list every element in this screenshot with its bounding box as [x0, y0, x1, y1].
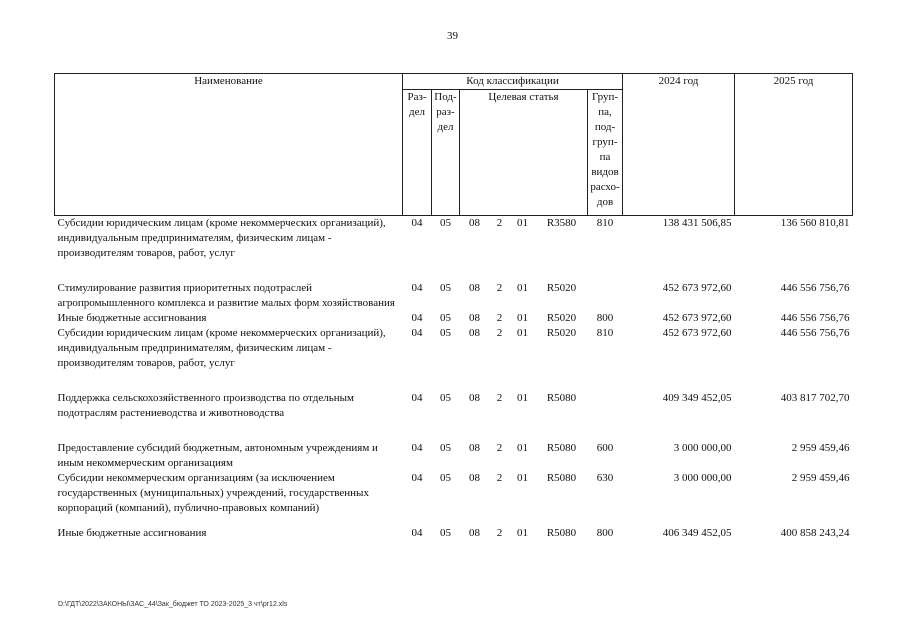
table-row: [55, 391, 853, 421]
row-podrazdel: 05: [440, 282, 451, 294]
table-row: [55, 441, 853, 471]
row-razdel: 04: [411, 472, 423, 484]
row-expense-group: [588, 391, 623, 421]
row-razdel: 04: [411, 282, 423, 294]
row-amount-2025: 136 560 810,81: [780, 217, 850, 229]
row-razdel: 04: [411, 527, 423, 539]
budget-table: [54, 73, 853, 541]
row-target-direction: R5020: [546, 327, 577, 339]
row-target-subprogram: 2: [496, 282, 503, 294]
row-target-program: 08: [469, 312, 480, 324]
row-target-subprogram: 2: [496, 327, 503, 339]
row-spacer: [55, 421, 853, 441]
row-amount-2024: 452 673 972,60: [662, 312, 732, 324]
row-target-event: 01: [517, 392, 528, 404]
row-podrazdel: 05: [440, 442, 451, 454]
row-target-event: 01: [517, 217, 528, 229]
row-target-event: 01: [517, 282, 528, 294]
row-podrazdel: 05: [440, 527, 451, 539]
row-target-subprogram: 2: [496, 392, 503, 404]
row-name: Иные бюджетные ассигнования: [57, 312, 207, 324]
row-target-event: 01: [517, 442, 528, 454]
row-spacer: [55, 261, 853, 281]
file-path-footer: D:\ГДТ\2022\ЗАКОНЫ\ЗАС_44\Зак_бюджет ТО 2023-2025_3 чт\pr12.xls: [58, 601, 288, 608]
header-year-2025: 2025 год: [735, 74, 853, 216]
header-target-article: Целевая статья: [460, 90, 588, 216]
row-amount-2025: 2 959 459,46: [791, 442, 850, 454]
row-amount-2025: 446 556 756,76: [780, 282, 850, 294]
row-podrazdel: 05: [440, 217, 451, 229]
row-target-direction: R5020: [546, 312, 577, 324]
row-target-subprogram: 2: [496, 217, 503, 229]
row-name: Стимулирование развития приоритетных подотраслей агропромышленного комплекса и развитие малых форм хозяйствования: [57, 282, 395, 309]
header-code-group: Код классификации: [403, 74, 623, 90]
row-amount-2025: 446 556 756,76: [780, 312, 850, 324]
row-target-subprogram: 2: [496, 442, 503, 454]
row-expense-group: 800: [596, 527, 614, 539]
row-podrazdel: 05: [440, 392, 451, 404]
row-name: Иные бюджетные ассигнования: [57, 527, 207, 539]
row-spacer: [55, 516, 853, 526]
row-target-program: 08: [469, 217, 480, 229]
row-target-program: 08: [469, 282, 480, 294]
table-header: [55, 74, 853, 216]
header-expense-group: Груп- па, под- груп- па видов расхо- дов: [588, 90, 623, 216]
header-name: Наименование: [55, 74, 403, 216]
row-target-direction: R5080: [546, 472, 577, 484]
row-expense-group: 800: [596, 312, 614, 324]
row-amount-2024: 409 349 452,05: [662, 392, 732, 404]
table-row: [55, 326, 853, 371]
row-target-program: 08: [469, 442, 480, 454]
row-target-program: 08: [469, 527, 480, 539]
row-amount-2024: 452 673 972,60: [662, 327, 732, 339]
header-year-2024: 2024 год: [623, 74, 735, 216]
row-amount-2024: 452 673 972,60: [662, 282, 732, 294]
table-row: [55, 311, 853, 326]
row-target-direction: R5080: [546, 442, 577, 454]
row-podrazdel: 05: [440, 327, 451, 339]
row-target-event: 01: [517, 527, 528, 539]
table-row: [55, 471, 853, 516]
row-amount-2024: 406 349 452,05: [662, 527, 732, 539]
table-body: [55, 216, 853, 542]
row-target-subprogram: 2: [496, 527, 503, 539]
row-name: Субсидии некоммерческим организациям (за исключением государственных (муниципальных) учреждений, государственных корпораций (компаний), публично-правовых компаний): [57, 472, 369, 514]
row-name: Субсидии юридическим лицам (кроме некоммерческих организаций), индивидуальным предпринимателям, физическим лицам - производителям товаров, работ, услуг: [57, 217, 386, 259]
row-target-program: 08: [469, 472, 480, 484]
row-target-program: 08: [469, 392, 480, 404]
row-target-event: 01: [517, 472, 528, 484]
row-podrazdel: 05: [440, 312, 451, 324]
row-target-event: 01: [517, 312, 528, 324]
row-name: Субсидии юридическим лицам (кроме некоммерческих организаций), индивидуальным предпринимателям, физическим лицам - производителям товаров, работ, услуг: [57, 327, 386, 369]
row-expense-group: 630: [596, 472, 614, 484]
row-razdel: 04: [411, 327, 423, 339]
row-expense-group: [588, 281, 623, 311]
row-expense-group: 810: [596, 217, 614, 229]
row-expense-group: 600: [596, 442, 614, 454]
row-amount-2025: 403 817 702,70: [780, 392, 850, 404]
row-amount-2024: 3 000 000,00: [673, 472, 732, 484]
row-name: Поддержка сельскохозяйственного производства по отдельным подотраслям растениеводства и животноводства: [57, 392, 355, 419]
row-razdel: 04: [411, 217, 423, 229]
row-expense-group: 810: [596, 327, 614, 339]
header-razdel: Раз- дел: [403, 90, 432, 216]
row-target-direction: R5020: [546, 282, 577, 294]
row-razdel: 04: [411, 442, 423, 454]
row-amount-2025: 446 556 756,76: [780, 327, 850, 339]
row-podrazdel: 05: [440, 472, 451, 484]
row-amount-2024: 3 000 000,00: [673, 442, 732, 454]
row-amount-2024: 138 431 506,85: [662, 217, 732, 229]
row-target-direction: R3580: [546, 217, 577, 229]
table-row: [55, 526, 853, 541]
row-amount-2025: 2 959 459,46: [791, 472, 850, 484]
row-amount-2025: 400 858 243,24: [780, 527, 850, 539]
row-spacer: [55, 371, 853, 391]
row-target-subprogram: 2: [496, 472, 503, 484]
row-razdel: 04: [411, 312, 423, 324]
row-target-event: 01: [517, 327, 528, 339]
row-target-direction: R5080: [546, 392, 577, 404]
page-number: 39: [447, 30, 458, 42]
row-target-subprogram: 2: [496, 312, 503, 324]
table-row: [55, 281, 853, 311]
table-row: [55, 216, 853, 262]
row-target-program: 08: [469, 327, 480, 339]
row-target-direction: R5080: [546, 527, 577, 539]
row-name: Предоставление субсидий бюджетным, автономным учреждениям и иным некоммерческим организациям: [57, 442, 378, 469]
row-razdel: 04: [411, 392, 423, 404]
header-podrazdel: Под- раз- дел: [432, 90, 460, 216]
